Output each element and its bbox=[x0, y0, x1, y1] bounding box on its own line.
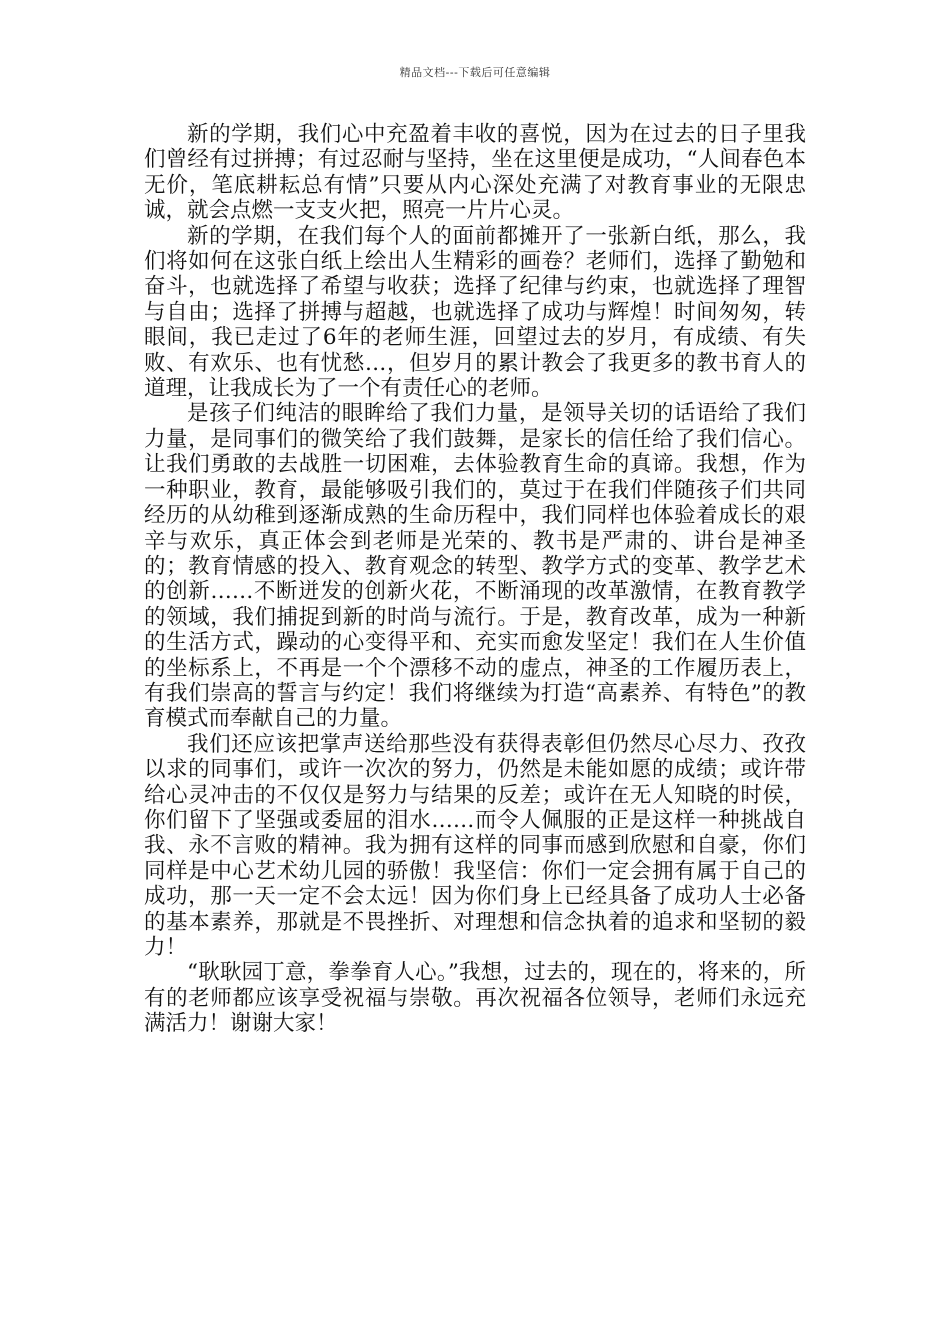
paragraph: 新的学期，我们心中充盈着丰收的喜悦，因为在过去的日子里我们曾经有过拼搏；有过忍耐与坚持，坐在这里便是成功，“人间春色本无价，笔底耕耘总有情”只要从内心深处充满了对教育事业的无限忠诚，就会点燃一支支火把，照亮一片片心灵。 bbox=[144, 122, 806, 224]
paragraph: “耿耿园丁意，拳拳育人心。”我想，过去的，现在的，将来的，所有的老师都应该享受祝福与崇敬。再次祝福各位领导，老师们永远充满活力！谢谢大家！ bbox=[144, 960, 806, 1037]
page-header: 精品文档---下载后可任意编辑 bbox=[399, 66, 551, 79]
paragraph: 我们还应该把掌声送给那些没有获得表彰但仍然尽心尽力、孜孜以求的同事们，或许一次次的努力，仍然是未能如愿的成绩；或许带给心灵冲击的不仅仅是努力与结果的反差；或许在无人知晓的时侯，你们留下了坚强或委屈的泪水……而令人佩服的正是这样一种挑战自我、永不言败的精神。我为拥有这样的同事而感到欣慰和自豪，你们同样是中心艺术幼儿园的骄傲！我坚信：你们一定会拥有属于自己的成功，那一天一定不会太远！因为你们身上已经具备了成功人士必备的基本素养，那就是不畏挫折、对理想和信念执着的追求和坚韧的毅力！ bbox=[144, 731, 806, 960]
document-body bbox=[144, 122, 806, 1037]
paragraph: 新的学期，在我们每个人的面前都摊开了一张新白纸，那么，我们将如何在这张白纸上绘出人生精彩的画卷？老师们，选择了勤勉和奋斗，也就选择了希望与收获；选择了纪律与约束，也就选择了理智与自由；选择了拼搏与超越，也就选择了成功与辉煌！时间匆匆，转眼间，我已走过了6年的老师生涯，回望过去的岁月，有成绩、有失败、有欢乐、也有忧愁…，但岁月的累计教会了我更多的教书育人的道理，让我成长为了一个有责任心的老师。 bbox=[144, 223, 806, 402]
paragraph: 是孩子们纯洁的眼眸给了我们力量，是领导关切的话语给了我们力量，是同事们的微笑给了我们鼓舞，是家长的信任给了我们信心。让我们勇敢的去战胜一切困难，去体验教育生命的真谛。我想，作为一种职业，教育，最能够吸引我们的，莫过于在我们伴随孩子们共同经历的从幼稚到逐渐成熟的生命历程中，我们同样也体验着成长的艰辛与欢乐，真正体会到老师是光荣的、教书是严肃的、讲台是神圣的；教育情感的投入、教育观念的转型、教学方式的变革、教学艺术的创新……不断迸发的创新火花，不断涌现的改革激情，在教育教学的领域，我们捕捉到新的时尚与流行。于是，教育改革，成为一种新的生活方式，躁动的心变得平和、充实而愈发坚定！我们在人生价值的坐标系上，不再是一个个漂移不动的虚点，神圣的工作履历表上，有我们崇高的誓言与约定！我们将继续为打造“高素养、有特色”的教育模式而奉献自己的力量。 bbox=[144, 401, 806, 732]
